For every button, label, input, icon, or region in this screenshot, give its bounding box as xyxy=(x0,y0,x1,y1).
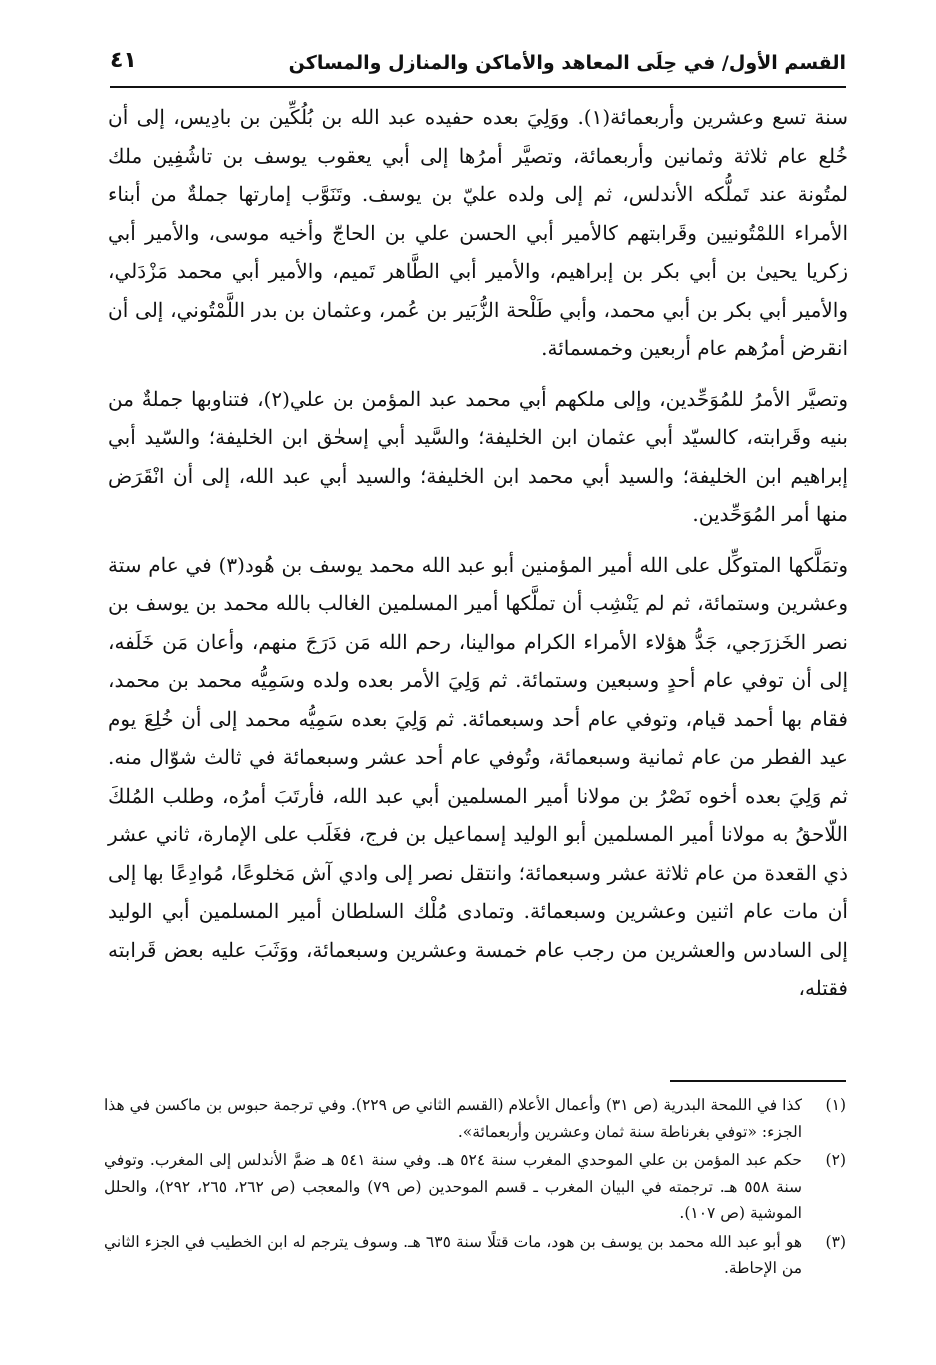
paragraph-3: وتمَلَّكها المتوكِّل على الله أمير المؤمنين أبو عبد الله محمد يوسف بن هُود(٣) في عام ستة وعشرين وستمائة، ثم لم يَنْشِب أن تملَّكها أمير المسلمين الغالب بالله محمد بن يوسف بن نصر الخَزرَجي، جَدُّ هؤلاء الأمراء الكرام موالينا، رحم الله مَن دَرَجَ منهم، وأعان مَن خَلَفه، إلى أن توفي عام أحدٍ وسبعين وستمائة. ثم وَلِيَ الأمر بعده ولده وسَمِيُّه محمد بن محمد، فقام بها أحمد قيام، وتوفي عام أحد وسبعمائة. ثم وَلِيَ بعده سَمِيُّه محمد إلى أن خُلِعَ يوم عيد الفطر من عام ثمانية وسبعمائة، وتُوفي عام أحد عشر وسبعمائة في ثالث شوّال منه. ثم وَلِيَ بعده أخوه نَصْرُ بن مولانا أمير المسلمين أبي عبد الله، فأرتَبَ أمرُه، وطلب المُلكَ اللّاحقُ به مولانا أمير المسلمين أبو الوليد إسماعيل بن فرج، فغَلَب على الإمارة، ثاني عشر ذي القعدة من عام ثلاثة عشر وسبعمائة؛ وانتقل نصر إلى وادي آش مَخلوعًا، مُوادِعًا بها إلى أن مات عام اثنين وعشرين وسبعمائة. وتمادى مُلْك السلطان أمير المسلمين أبي الوليد إلى السادس والعشرين من رجب عام خمسة وعشرين وسبعمائة، ووَثَبَ عليه بعض قَرابته فقتله، xyxy=(108,552,849,1000)
footnote-text: هو أبو عبد الله محمد بن يوسف بن هود، مات قتلًا سنة ٦٣٥ هـ. وسوف يترجم له ابن الخطيب في الجزء الثاني من الإحاطة. xyxy=(104,1232,803,1277)
paragraph-1: سنة تسع وعشرين وأربعمائة(١). ووَلِيَ بعده حفيده عبد الله بن بُلُكِّين بن بادِيس، إلى أن خُلع عام ثلاثة وثمانين وأربعمائة، وتصيَّر أمرُها إلى أبي يعقوب يوسف بن تاشُفِين ملك لمتُونة عند تَملُّكه الأندلس، ثم إلى ولده عليّ بن يوسف. وتَنَوَّب إمارتها جملةٌ من أبناء الأمراء اللمْتُونيين وقَرابتهم كالأمير أبي الحسن علي بن الحاجّ وأخيه موسى، والأمير أبي زكريا يحيىٰ بن أبي بكر بن إبراهيم، والأمير أبي الطَّاهر تَميم، والأمير أبي محمد مَزْدَلي، والأمير أبي بكر بن أبي محمد، وأبي طَلْحة الزُّبَير بن عُمر، وعثمان بن بدر اللَّمْتُوني، إلى أن انقرض أمرُهم عام أربعين وخمسمائة. xyxy=(108,105,848,360)
page-number: ٤١ xyxy=(110,48,137,73)
footnote-3 xyxy=(104,1229,846,1282)
footnote-number: (٣) xyxy=(825,1232,846,1251)
footnote-text: حكم عبد المؤمن بن علي الموحدي المغرب سنة ٥٢٤ هـ. وفي سنة ٥٤١ هـ ضمَّ الأندلس إلى المغرب. وتوفي سنة ٥٥٨ هـ. ترجمته في البيان المغرب ـ قسم الموحدين (ص ٧٩) والمعجب (ص ٢٦٢، ٢٦٥، ٢٩٢)، والحلل الموشية (ص ١٠٧). xyxy=(104,1151,802,1222)
paragraph-2: وتصيَّر الأمرُ للمُوَحِّدين، وإلى ملكهم أبي محمد عبد المؤمن بن علي(٢)، فتناوبها جملةٌ من بنيه وقَرابته، كالسيّد أبي عثمان ابن الخليفة؛ والسَّيد أبي إسحٰق ابن الخليفة؛ والسّيد أبي إبراهيم ابن الخليفة؛ والسيد أبي محمد ابن الخليفة؛ والسيد أبي عبد الله، إلى أن انْقَرَض منها أمر المُوَحِّدين. xyxy=(108,386,848,526)
footnote-number: (١) xyxy=(825,1096,846,1114)
footnote-separator xyxy=(670,1080,846,1082)
header-title: القسم الأول/ في حِلَى المعاهد والأماكن والمنازل والمساكن xyxy=(288,52,846,74)
running-header xyxy=(110,46,846,88)
footnote-2 xyxy=(104,1147,846,1227)
footnote-text: كذا في اللمحة البدرية (ص ٣١) وأعمال الأعلام (القسم الثاني ص ٢٢٩). وفي ترجمة حبوس بن ماكسن في هذا الجزء: «توفي بغرناطة سنة ثمان وعشرين وأربعمائة». xyxy=(104,1096,802,1141)
footnotes xyxy=(104,1092,846,1284)
footnote-1 xyxy=(104,1092,846,1145)
main-text xyxy=(108,98,848,1008)
footnote-number: (٢) xyxy=(825,1151,846,1169)
